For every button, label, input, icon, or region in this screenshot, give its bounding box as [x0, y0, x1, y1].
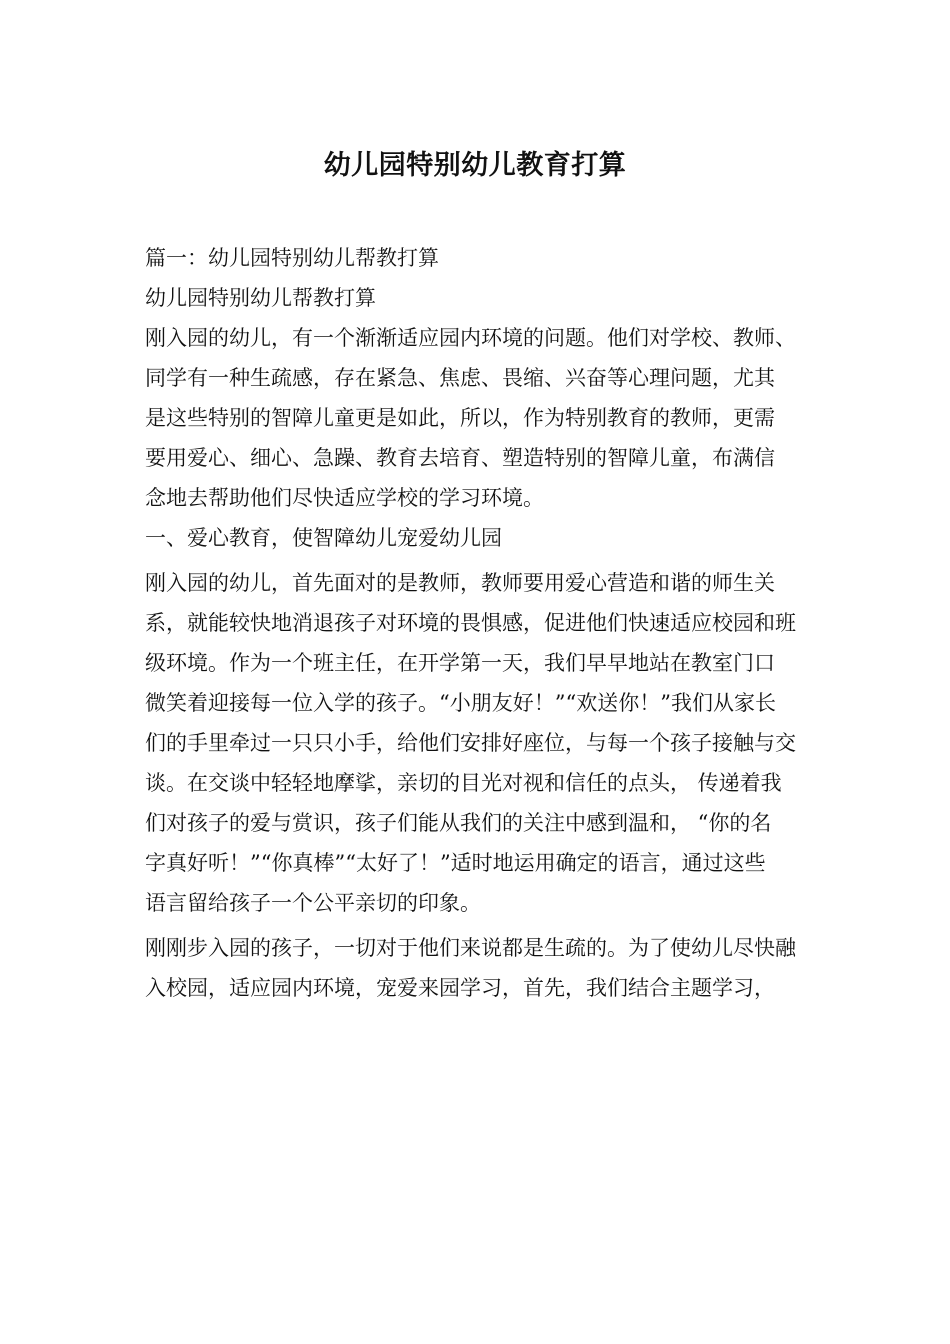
- paragraph-line: 们的手里牵过一只只小手，给他们安排好座位，与每一个孩子接触与交: [145, 731, 796, 755]
- paragraph-line: 入校园，适应园内环境，宠爱来园学习，首先，我们结合主题学习，: [145, 976, 775, 1000]
- paragraph-line: 语言留给孩子一个公平亲切的印象。: [145, 891, 481, 915]
- section-heading: 篇一：幼儿园特别幼儿帮教打算: [145, 246, 439, 270]
- document-body: [145, 238, 825, 1008]
- paragraph-line: 微笑着迎接每一位入学的孩子。“小朋友好！”“欢送你！”我们从家长: [145, 691, 776, 715]
- paragraph-line: 念地去帮助他们尽快适应学校的学习环境。: [145, 486, 544, 510]
- paragraph-line: 要用爱心、细心、急躁、教育去培育、塑造特别的智障儿童，布满信: [145, 446, 775, 470]
- paragraph-line: 字真好听！”“你真棒”“太好了！”适时地运用确定的语言，通过这些: [145, 851, 766, 875]
- paragraph-line: 刚刚步入园的孩子，一切对于他们来说都是生疏的。为了使幼儿尽快融: [145, 936, 796, 960]
- paragraph-line: 刚入园的幼儿，首先面对的是教师，教师要用爱心营造和谐的师生关: [145, 571, 775, 595]
- subheading: 幼儿园特别幼儿帮教打算: [145, 286, 376, 310]
- document-title: 幼儿园特别幼儿教育打算: [323, 150, 627, 181]
- paragraph-line: 系，就能较快地消退孩子对环境的畏惧感，促进他们快速适应校园和班: [145, 611, 796, 635]
- section-heading: 一、爱心教育，使智障幼儿宠爱幼儿园: [145, 526, 502, 550]
- paragraph-line: 刚入园的幼儿，有一个渐渐适应园内环境的问题。他们对学校、教师、: [145, 326, 796, 350]
- paragraph-line: 是这些特别的智障儿童更是如此，所以，作为特别教育的教师，更需: [145, 406, 775, 430]
- paragraph-line: 同学有一种生疏感，存在紧急、焦虑、畏缩、兴奋等心理问题，尤其: [145, 366, 775, 390]
- paragraph-line: 们对孩子的爱与赏识，孩子们能从我们的关注中感到温和， “你的名: [145, 811, 772, 835]
- paragraph-line: 谈。在交谈中轻轻地摩挲，亲切的目光对视和信任的点头， 传递着我: [145, 771, 782, 795]
- paragraph-line: 级环境。作为一个班主任，在开学第一天，我们早早地站在教室门口: [145, 651, 775, 675]
